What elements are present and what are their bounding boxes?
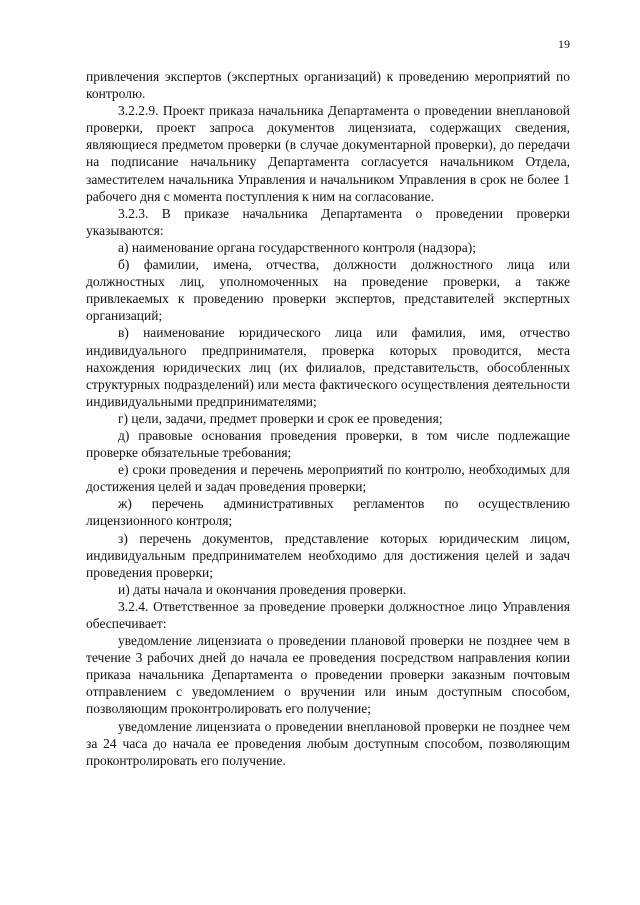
list-item-d: д) правовые основания проведения проверки, в том числе подлежащие проверке обязательные требования;: [86, 427, 570, 461]
paragraph-continuation: привлечения экспертов (экспертных организаций) к проведению мероприятий по контролю.: [86, 69, 570, 102]
page-number: 19: [558, 37, 570, 51]
list-item-zh: ж) перечень административных регламентов по осуществлению лицензионного контроля;: [86, 496, 570, 529]
paragraph-planned-notice: уведомление лицензиата о проведении плановой проверки не позднее чем в течение 3 рабочих дней до начала ее проведения посредством направления копии приказа начальника Департамента о проведении проверки заказным почтовым отправлением с уведомлением о вручении или иным доступным способом, позволяющим проконтролировать его получение;: [86, 633, 570, 717]
list-item-e: е) сроки проведения и перечень мероприятий по контролю, необходимых для достижения целей и задач проведения проверки;: [86, 462, 570, 495]
paragraph-3-2-4: 3.2.4. Ответственное за проведение проверки должностное лицо Управления обеспечивает:: [86, 598, 570, 631]
list-item-z: з) перечень документов, представление которых юридическим лицом, индивидуальным предпринимателем необходимо для достижения целей и задач проведения проверки;: [86, 530, 570, 580]
list-item-b: б) фамилии, имена, отчества, должности должностного лица или должностных лиц, уполномоченных на проведение проверки, а также привлекаемых к проведению проверки экспертов, представителей экспертных организаций;: [86, 257, 570, 324]
list-item-a: а) наименование органа государственного контроля (надзора);: [118, 239, 477, 255]
paragraph-3-2-3: 3.2.3. В приказе начальника Департамента о проведении проверки указываются:: [86, 205, 570, 238]
document-body: [86, 68, 570, 769]
list-item-i: и) даты начала и окончания проведения проверки.: [118, 581, 407, 597]
paragraph-unplanned-notice: уведомление лицензиата о проведении внеплановой проверки не позднее чем за 24 часа до начала ее проведения любым доступным способом, позволяющим проконтролировать его получение.: [86, 718, 570, 768]
paragraph-3-2-2-9: 3.2.2.9. Проект приказа начальника Департамента о проведении внеплановой проверки, проект запроса документов лицензиата, содержащих сведения, являющиеся предметом проверки (в случае документарной проверки), до передачи на подписание начальнику Департамента согласуется начальником Отдела, заместителем начальника Управления и начальником Управления в срок не более 1 рабочего дня с момента поступления к ним на согласование.: [86, 103, 570, 204]
list-item-v: в) наименование юридического лица или фамилия, имя, отчество индивидуального предпринимателя, проверка которых проводится, места нахождения юридических лиц (их филиалов, представительств, обособленных структурных подразделений) или места фактического осуществления деятельности индивидуальными предпринимателями;: [86, 325, 570, 409]
list-item-g: г) цели, задачи, предмет проверки и срок ее проведения;: [118, 410, 443, 426]
